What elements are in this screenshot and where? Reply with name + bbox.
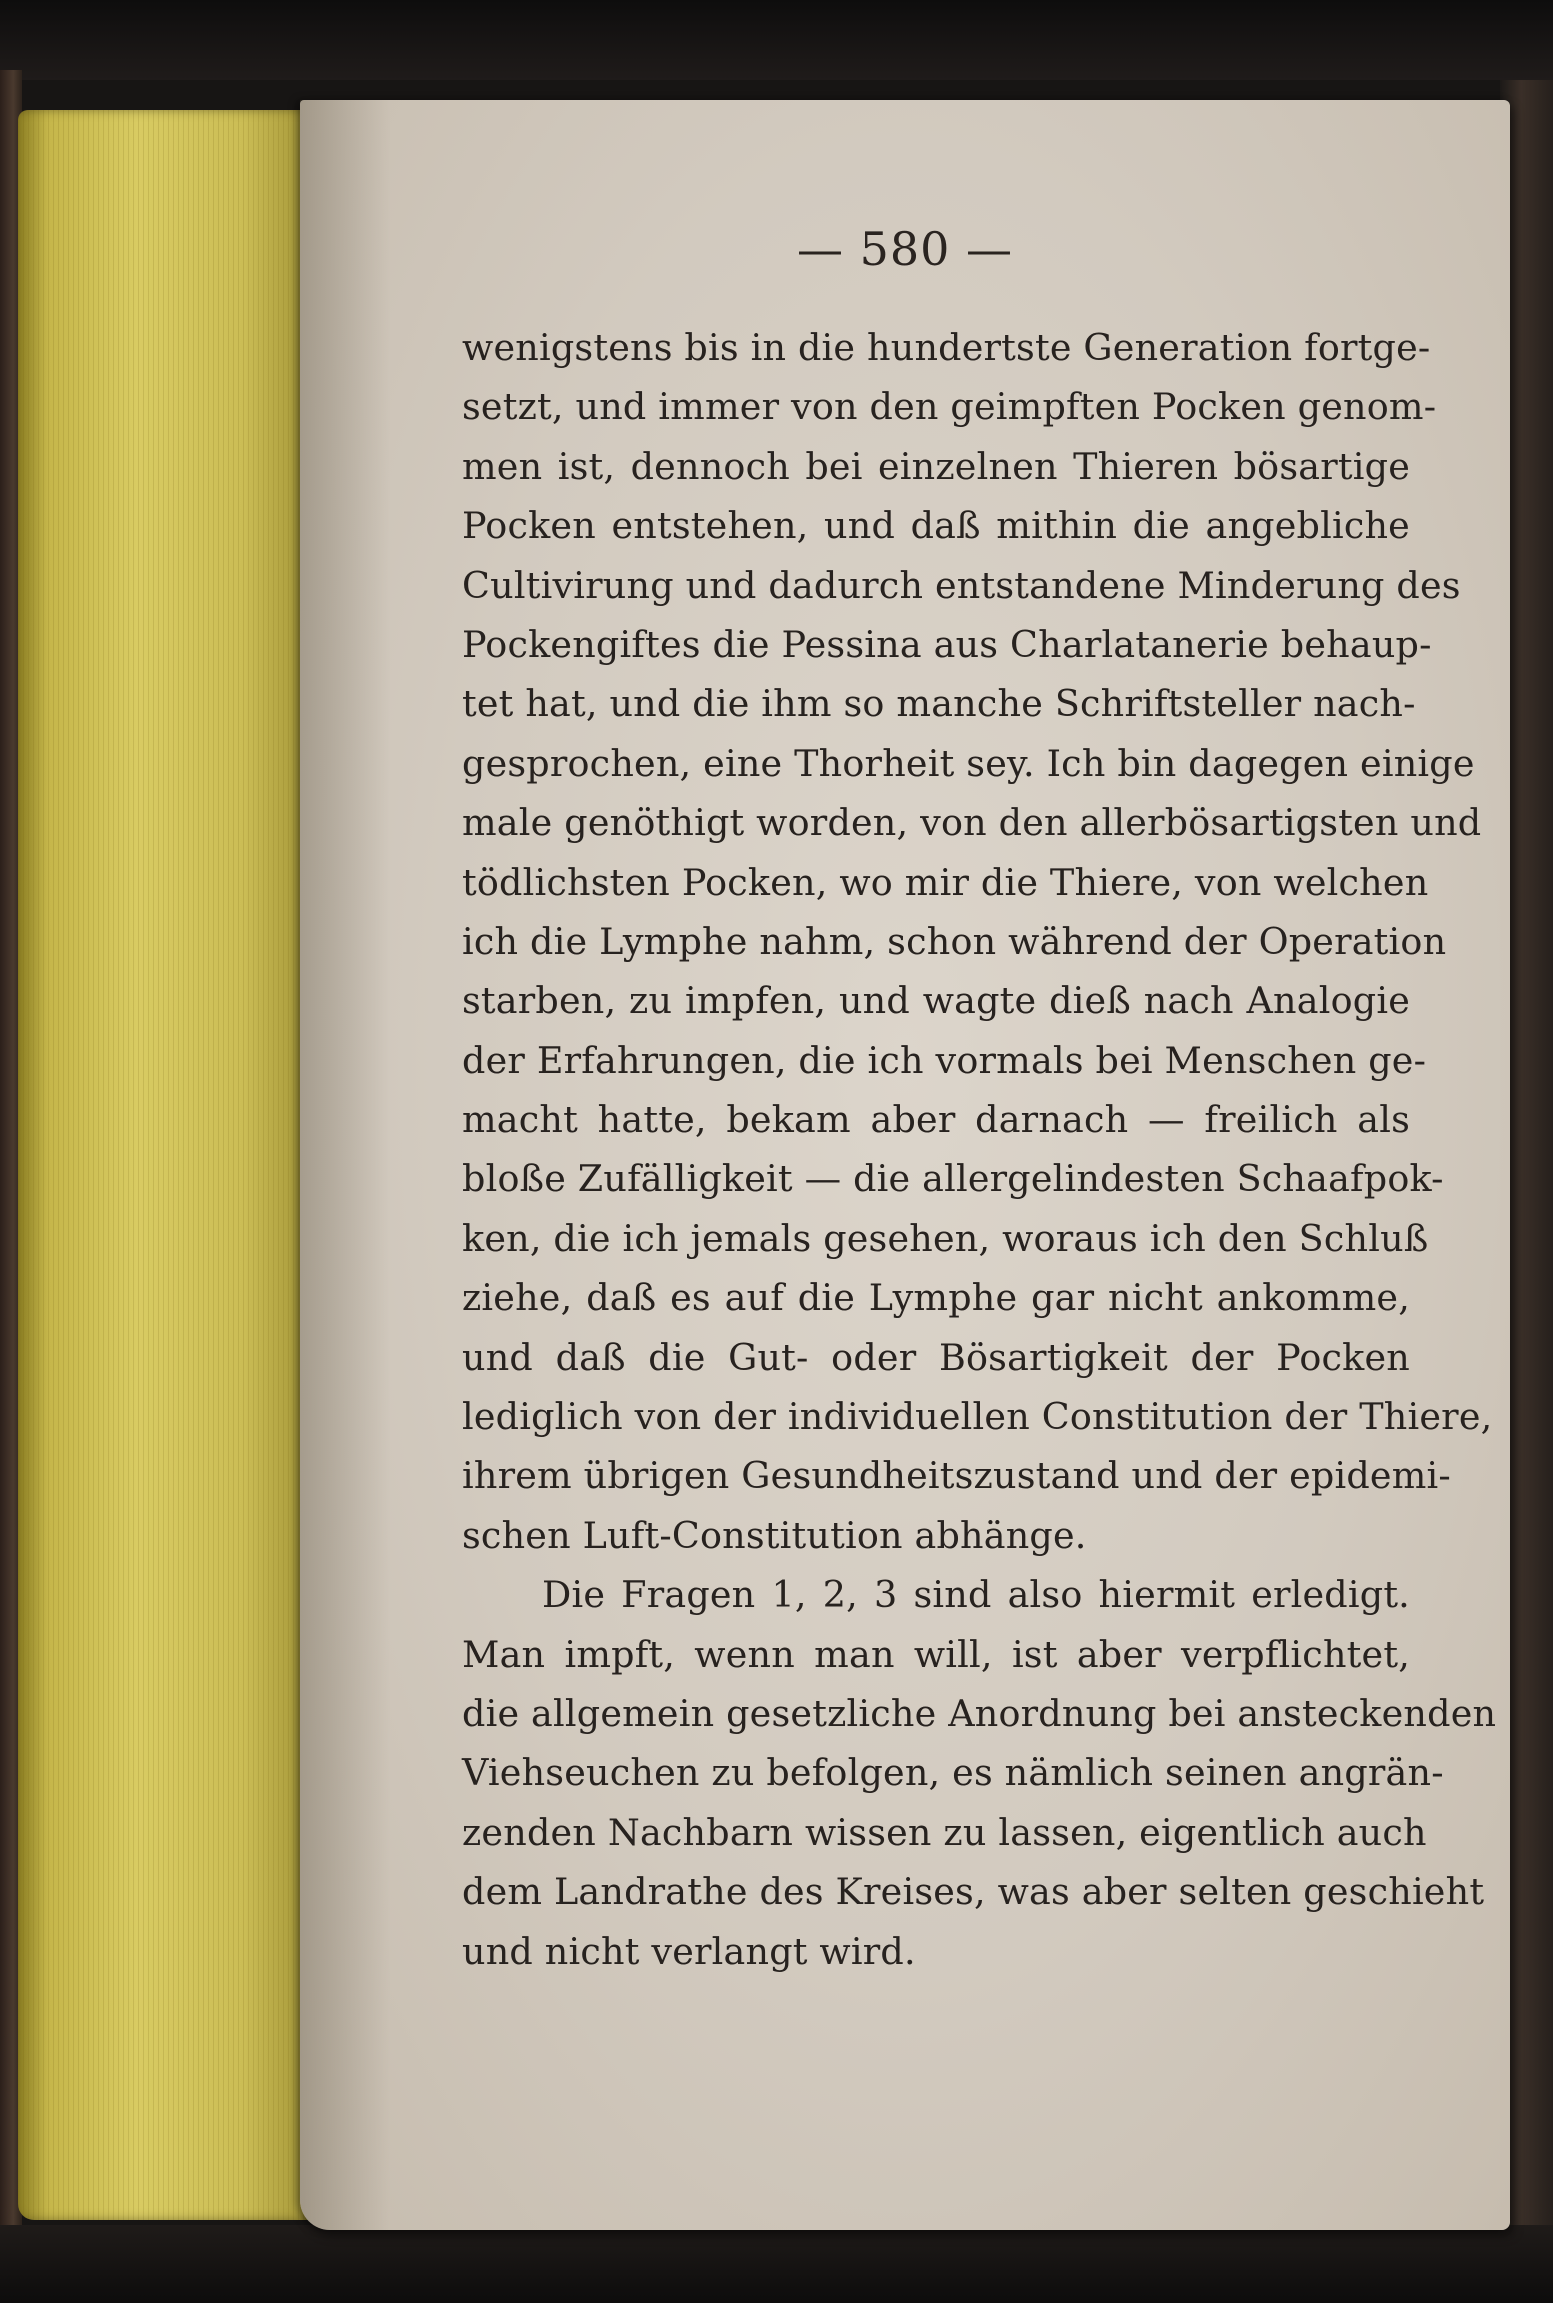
- text-line: male genöthigt worden, von den allerbösartigsten und: [462, 801, 1482, 845]
- gilded-page-edges: [18, 110, 318, 2220]
- text-line: setzt, und immer von den geimpften Pocken genom-: [462, 385, 1437, 429]
- text-line: Cultivirung und dadurch entstandene Minderung des: [462, 563, 1461, 607]
- text-line: Pocken entstehen, und daß mithin die angebliche: [462, 504, 1410, 548]
- text-line: und daß die Gut- oder Bösartigkeit der Pocken: [462, 1335, 1410, 1379]
- text-line: Man impft, wenn man will, ist aber verpflichtet,: [462, 1632, 1410, 1676]
- text-line: macht hatte, bekam aber darnach — freilich als: [462, 1098, 1410, 1142]
- text-line: lediglich von der individuellen Constitution der Thiere,: [462, 1395, 1493, 1439]
- text-line: wenigstens bis in die hundertste Generation fortge-: [462, 326, 1431, 369]
- text-line: bloße Zufälligkeit — die allergelindesten Schaafpok-: [462, 1157, 1444, 1201]
- background-top: [0, 0, 1553, 80]
- text-line: ken, die ich jemals gesehen, woraus ich den Schluß: [462, 1216, 1429, 1260]
- page-text: [462, 318, 1497, 1981]
- text-line: starben, zu impfen, und wagte dieß nach Analogie: [462, 979, 1410, 1023]
- page-number: — 580 —: [796, 222, 1014, 276]
- background-bottom: [0, 2225, 1553, 2303]
- text-line: schen Luft-Constitution abhänge.: [462, 1513, 1087, 1557]
- text-line: men ist, dennoch bei einzelnen Thieren bösartige: [462, 444, 1410, 488]
- text-line: tödlichsten Pocken, wo mir die Thiere, von welchen: [462, 860, 1429, 904]
- text-line: dem Landrathe des Kreises, was aber selten geschieht: [462, 1870, 1485, 1914]
- page-gutter-shadow: [300, 100, 390, 2230]
- text-line: ziehe, daß es auf die Lymphe gar nicht ankomme,: [462, 1276, 1410, 1320]
- text-line: Pockengiftes die Pessina aus Charlatanerie behaup-: [462, 622, 1432, 666]
- text-line: der Erfahrungen, die ich vormals bei Menschen ge-: [462, 1038, 1427, 1082]
- text-line: gesprochen, eine Thorheit sey. Ich bin dagegen einige: [462, 741, 1475, 785]
- text-line: ich die Lymphe nahm, schon während der Operation: [462, 919, 1447, 963]
- text-line: die allgemein gesetzliche Anordnung bei ansteckenden: [462, 1691, 1497, 1735]
- text-line: Die Fragen 1, 2, 3 sind also hiermit erledigt.: [542, 1573, 1410, 1617]
- text-line: ihrem übrigen Gesundheitszustand und der epidemi-: [462, 1454, 1451, 1498]
- text-line: Viehseuchen zu befolgen, es nämlich seinen angrän-: [462, 1751, 1444, 1795]
- text-line: zenden Nachbarn wissen zu lassen, eigentlich auch: [462, 1810, 1427, 1854]
- text-line: und nicht verlangt wird.: [462, 1929, 916, 1973]
- text-line: tet hat, und die ihm so manche Schriftsteller nach-: [462, 682, 1416, 726]
